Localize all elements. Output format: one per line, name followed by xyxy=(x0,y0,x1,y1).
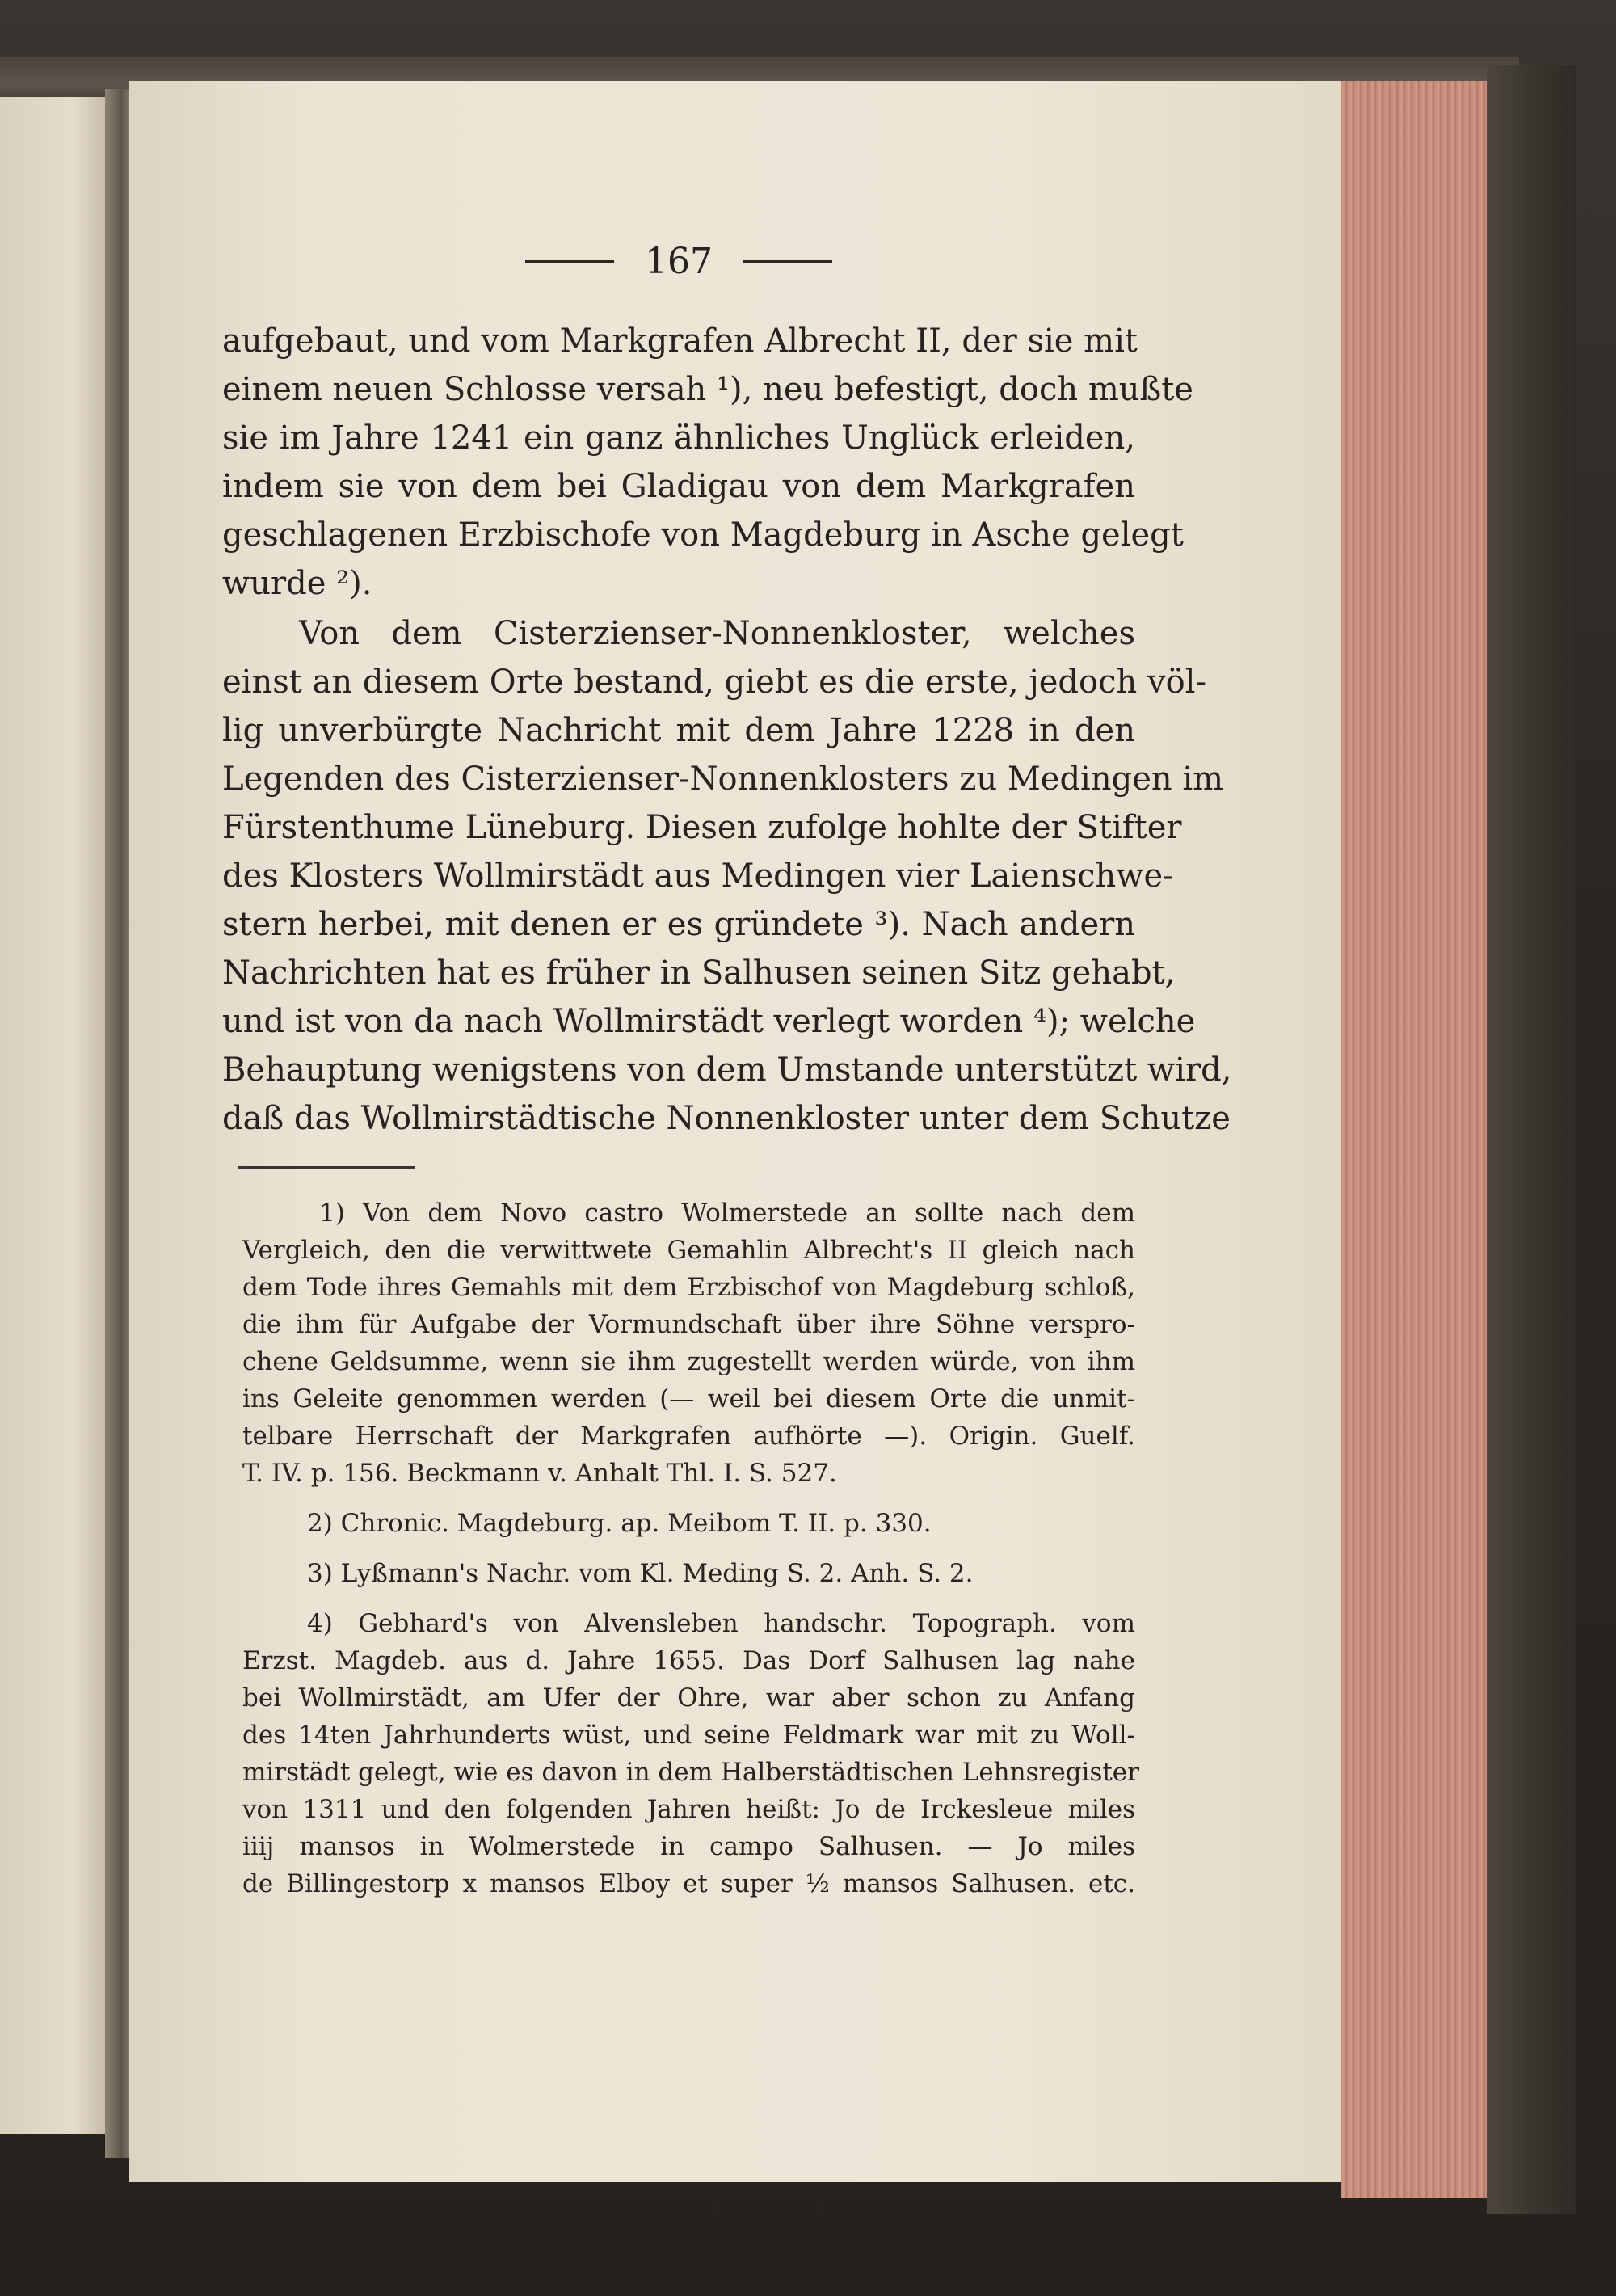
page-number: 167 xyxy=(645,241,713,282)
body-line: aufgebaut, und vom Markgrafen Albrecht II, der sie mit xyxy=(222,322,1138,360)
footnote-line: mirstädt gelegt, wie es davon in dem Halberstädtischen Lehnsregister xyxy=(242,1758,1139,1787)
footnote-line: chene Geldsumme, wenn sie ihm zugestellt werden würde, von ihm xyxy=(242,1347,1135,1376)
body-line: wurde ²). xyxy=(222,565,372,602)
body-line: Nachrichten hat es früher in Salhusen seinen Sitz gehabt, xyxy=(222,954,1176,992)
body-line: einst an diesem Orte bestand, giebt es die erste, jedoch völ- xyxy=(222,664,1206,701)
page-text-block xyxy=(222,0,1232,2296)
footnote-line: iiij mansos in Wolmerstede in campo Salhusen. — Jo miles xyxy=(242,1832,1135,1861)
body-line: Von dem Cisterzienser-Nonnenkloster, welches xyxy=(299,615,1135,652)
body-line: indem sie von dem bei Gladigau von dem Markgrafen xyxy=(222,468,1135,505)
footnote-line: von 1311 und den folgenden Jahren heißt: Jo de Irckesleue miles xyxy=(242,1795,1135,1824)
header-rule-right xyxy=(743,260,832,263)
body-line: lig unverbürgte Nachricht mit dem Jahre 1228 in den xyxy=(222,712,1135,749)
body-line: Behauptung wenigstens von dem Umstande unterstützt wird, xyxy=(222,1051,1232,1089)
body-line: sie im Jahre 1241 ein ganz ähnliches Unglück erleiden, xyxy=(222,419,1135,457)
footnote-line: 3) Lyßmann's Nachr. vom Kl. Meding S. 2. Anh. S. 2. xyxy=(307,1559,974,1588)
facing-page-edge xyxy=(0,97,121,2134)
footnote-line: die ihm für Aufgabe der Vormundschaft über ihre Söhne verspro- xyxy=(242,1310,1135,1339)
body-line: Fürstenthume Lüneburg. Diesen zufolge hohlte der Stifter xyxy=(222,809,1182,846)
footnote-line: dem Tode ihres Gemahls mit dem Erzbischof von Magdeburg schloß, xyxy=(242,1273,1135,1302)
footnote-line: Erzst. Magdeb. aus d. Jahre 1655. Das Dorf Salhusen lag nahe xyxy=(242,1646,1135,1675)
book-cover-right-edge xyxy=(1487,65,1576,2214)
running-header xyxy=(222,241,1135,282)
footnote-separator-rule xyxy=(238,1166,415,1169)
body-line: und ist von da nach Wollmirstädt verlegt worden ⁴); welche xyxy=(222,1003,1196,1040)
footnote-line: bei Wollmirstädt, am Ufer der Ohre, war aber schon zu Anfang xyxy=(242,1683,1135,1713)
footnote-line: de Billingestorp x mansos Elboy et super ½ mansos Salhusen. etc. xyxy=(242,1869,1135,1898)
body-line: stern herbei, mit denen er es gründete ³). Nach andern xyxy=(222,906,1135,943)
footnote-line: telbare Herrschaft der Markgrafen aufhörte —). Origin. Guelf. xyxy=(242,1422,1135,1451)
body-line: Legenden des Cisterzienser-Nonnenklosters zu Medingen im xyxy=(222,760,1224,798)
body-line: geschlagenen Erzbischofe von Magdeburg in Asche gelegt xyxy=(222,516,1184,554)
body-line: des Klosters Wollmirstädt aus Medingen vier Laienschwe- xyxy=(222,857,1174,895)
page-block-edges xyxy=(1341,81,1503,2198)
footnote-line: Vergleich, den die verwittwete Gemahlin Albrecht's II gleich nach xyxy=(242,1236,1135,1265)
footnote-line: 4) Gebhard's von Alvensleben handschr. Topograph. vom xyxy=(307,1609,1135,1638)
footnote-line: des 14ten Jahrhunderts wüst, und seine Feldmark war mit zu Woll- xyxy=(242,1721,1135,1750)
footnote-line: 1) Von dem Novo castro Wolmerstede an sollte nach dem xyxy=(319,1199,1135,1228)
body-line: daß das Wollmirstädtische Nonnenkloster unter dem Schutze xyxy=(222,1100,1231,1137)
footnote-line: ins Geleite genommen werden (— weil bei diesem Orte die unmit- xyxy=(242,1384,1135,1413)
footnote-line: 2) Chronic. Magdeburg. ap. Meibom T. II. p. 330. xyxy=(307,1509,932,1538)
footnote-line: T. IV. p. 156. Beckmann v. Anhalt Thl. I. S. 527. xyxy=(242,1459,837,1488)
header-rule-left xyxy=(525,260,614,263)
body-line: einem neuen Schlosse versah ¹), neu befestigt, doch mußte xyxy=(222,371,1193,408)
